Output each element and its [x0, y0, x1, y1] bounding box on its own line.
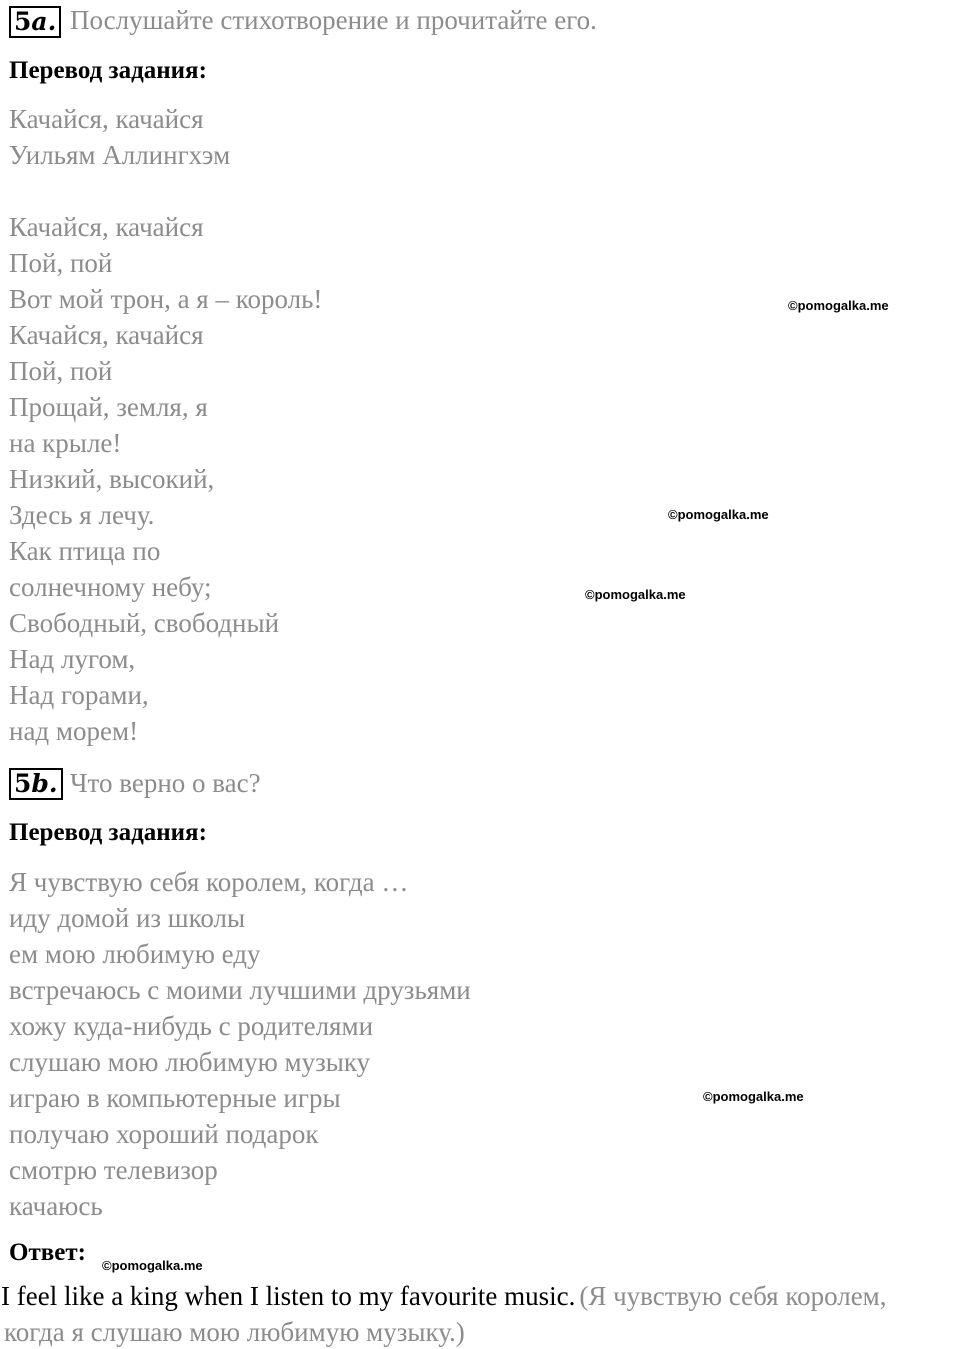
answer-russian-part2: когда я слушаю мою любимую музыку.) — [4, 1317, 465, 1347]
task-5a-badge — [9, 6, 61, 38]
task-5b-badge — [9, 768, 63, 800]
option-line: качаюсь — [9, 1191, 103, 1221]
poem-body — [9, 209, 322, 749]
poem-line: солнечному небу; — [9, 572, 212, 602]
option-line: ем мою любимую еду — [9, 939, 261, 969]
poem-line: Здесь я лечу. — [9, 500, 155, 530]
task-5a-translation-heading: Перевод задания: — [9, 57, 207, 84]
poem-line: Как птица по — [9, 536, 161, 566]
task-number: 5 — [14, 7, 32, 36]
answer-heading: Ответ: — [9, 1239, 86, 1266]
task-5b-lines — [9, 864, 471, 1224]
option-line: Я чувствую себя королем, когда … — [9, 867, 409, 897]
poem-line: Вот мой трон, а я – король! — [9, 284, 323, 314]
option-line: смотрю телевизор — [9, 1155, 218, 1185]
task-5b-translation-heading: Перевод задания: — [9, 819, 207, 846]
poem-line: Низкий, высокий, — [9, 464, 215, 494]
option-line: встречаюсь с моими лучшими друзьями — [9, 975, 471, 1005]
task-5b-instruction: Что верно о вас? — [70, 768, 261, 798]
watermark: ©pomogalka.me — [703, 1089, 804, 1104]
task-letter: b. — [31, 769, 58, 798]
option-line: слушаю мою любимую музыку — [9, 1047, 371, 1077]
poem-line: Над горами, — [9, 680, 149, 710]
poem-title: Качайся, качайся — [9, 104, 204, 134]
poem-line: над морем! — [9, 716, 139, 746]
poem-line: Прощай, земля, я — [9, 392, 208, 422]
poem-line: на крыле! — [9, 428, 122, 458]
task-letter: a. — [31, 7, 57, 36]
watermark: ©pomogalka.me — [668, 507, 769, 522]
poem-header — [9, 101, 230, 173]
answer-english: I feel like a king when I listen to my favourite music. — [1, 1281, 576, 1311]
poem-line: Свободный, свободный — [9, 608, 280, 638]
task-5a-instruction: Послушайте стихотворение и прочитайте его. — [70, 5, 597, 35]
answer-russian-part1: (Я чувствую себя королем, — [579, 1281, 887, 1311]
poem-author: Уильям Аллингхэм — [9, 140, 231, 170]
option-line: хожу куда-нибудь с родителями — [9, 1011, 374, 1041]
watermark: ©pomogalka.me — [102, 1258, 203, 1273]
poem-line: Пой, пой — [9, 248, 113, 278]
poem-line: Пой, пой — [9, 356, 113, 386]
answer-line-1 — [1, 1279, 887, 1313]
poem-line: Над лугом, — [9, 644, 136, 674]
option-line: играю в компьютерные игры — [9, 1083, 341, 1113]
option-line: получаю хороший подарок — [9, 1119, 319, 1149]
option-line: иду домой из школы — [9, 903, 246, 933]
poem-line: Качайся, качайся — [9, 212, 204, 242]
poem-line: Качайся, качайся — [9, 320, 204, 350]
watermark: ©pomogalka.me — [585, 587, 686, 602]
task-number: 5 — [14, 769, 32, 798]
watermark: ©pomogalka.me — [788, 298, 889, 313]
